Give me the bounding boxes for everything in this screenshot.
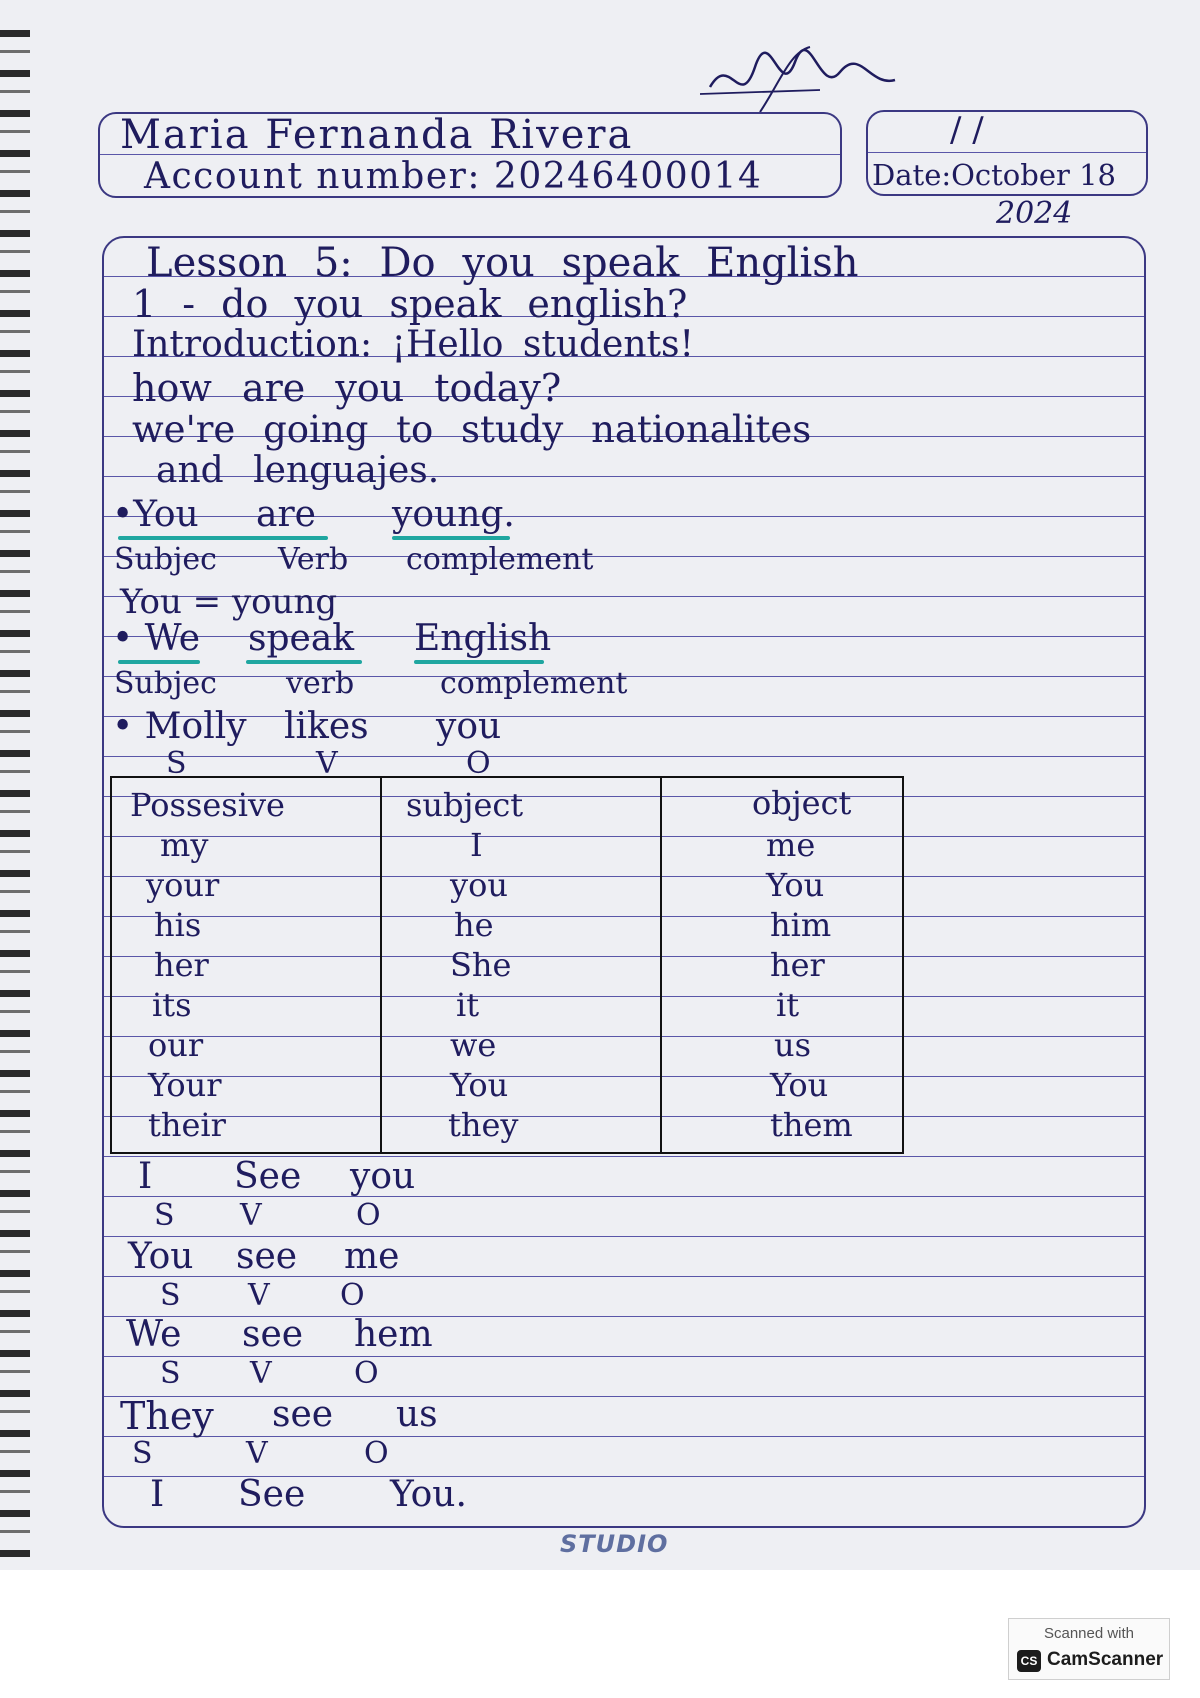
svo-label: V	[250, 1356, 272, 1391]
example-verb: likes	[284, 706, 369, 747]
table-cell: You	[766, 866, 825, 904]
label-complement: complement	[406, 542, 594, 577]
table-cell: him	[770, 906, 832, 944]
date-text: Date:October 18	[872, 158, 1116, 192]
sentence-subject: I	[138, 1156, 153, 1197]
svo-label: O	[364, 1436, 389, 1471]
sentence-verb: See	[238, 1474, 306, 1515]
ruled-line	[104, 756, 1144, 757]
table-cell: You	[450, 1066, 509, 1104]
table-cell: You	[770, 1066, 829, 1104]
table-cell: your	[146, 866, 220, 904]
label-complement: complement	[440, 666, 628, 701]
example-object: you	[436, 706, 502, 747]
scanned-with-text: Scanned with	[1043, 1625, 1135, 1642]
table-header: subject	[406, 786, 524, 824]
sentence-verb: see	[236, 1236, 298, 1277]
svo-label: V	[240, 1198, 262, 1233]
example-subject: • We	[112, 618, 201, 659]
sentence-subject: We	[126, 1314, 182, 1355]
label-verb: Verb	[278, 542, 349, 577]
camscanner-name: CamScanner	[1047, 1649, 1164, 1670]
ruled-line	[104, 1396, 1144, 1397]
sentence-verb: see	[272, 1394, 334, 1435]
example-complement: young.	[392, 494, 515, 535]
sentence-object: you	[350, 1156, 416, 1197]
svo-label: V	[248, 1278, 270, 1313]
table-cell: its	[152, 986, 192, 1024]
table-cell: we	[450, 1026, 497, 1064]
example-equation: You = young	[120, 582, 338, 622]
ruled-line	[104, 716, 1144, 717]
sentence-verb: see	[242, 1314, 304, 1355]
sentence-subject: You	[128, 1236, 194, 1277]
table-cell: his	[154, 906, 202, 944]
spiral-binding	[0, 30, 30, 1560]
ruled-line	[104, 556, 1144, 557]
lesson-title: Lesson 5: Do you speak English	[146, 240, 859, 286]
svo-label: S	[132, 1436, 153, 1471]
example-verb: speak	[248, 618, 355, 659]
table-cell: her	[770, 946, 825, 984]
table-cell: our	[148, 1026, 204, 1064]
note-line: how are you today?	[132, 366, 562, 410]
table-cell: my	[160, 826, 209, 864]
sentence-object: hem	[354, 1314, 433, 1355]
example-verb: are	[256, 494, 316, 535]
sentence-subject: They	[120, 1394, 214, 1438]
svo-label: S	[160, 1356, 181, 1391]
date-year: 2024	[996, 196, 1073, 231]
sentence-verb: See	[234, 1156, 302, 1197]
note-line: and lenguajes.	[156, 450, 440, 491]
signature	[700, 42, 900, 122]
sentence-object: me	[344, 1236, 400, 1277]
svo-label: S	[160, 1278, 181, 1313]
table-cell: us	[774, 1026, 812, 1064]
teal-underline	[118, 660, 200, 664]
svo-label: V	[246, 1436, 268, 1471]
teal-underline	[414, 660, 544, 664]
table-cell: it	[776, 986, 800, 1024]
table-header: object	[752, 784, 852, 822]
note-line: 1 - do you speak english?	[132, 282, 688, 326]
table-divider	[660, 778, 662, 1152]
label-subject: Subjec	[114, 666, 217, 701]
sentence-object: You.	[390, 1474, 467, 1515]
account-number: Account number: 20246400014	[144, 156, 763, 197]
table-cell: they	[448, 1106, 519, 1144]
date-slashes: / /	[950, 110, 984, 150]
table-divider	[380, 778, 382, 1152]
label-verb: verb	[286, 666, 355, 701]
table-cell: I	[470, 826, 483, 864]
table-header: Possesive	[130, 786, 285, 824]
teal-underline	[392, 536, 510, 540]
table-cell: he	[454, 906, 494, 944]
label-v: V	[316, 746, 338, 781]
table-cell: her	[154, 946, 209, 984]
svo-label: O	[356, 1198, 381, 1233]
svo-label: S	[154, 1198, 175, 1233]
table-cell: me	[766, 826, 816, 864]
camscanner-watermark	[1008, 1618, 1170, 1680]
label-s: S	[166, 746, 187, 781]
notebook-logo: STUDIO	[560, 1530, 669, 1558]
table-cell: their	[148, 1106, 226, 1144]
teal-underline	[118, 536, 328, 540]
student-name: Maria Fernanda Rivera	[120, 112, 634, 158]
note-line: Introduction: ¡Hello students!	[132, 324, 694, 365]
label-subject: Subjec	[114, 542, 217, 577]
label-o: O	[466, 746, 491, 781]
table-cell: Your	[148, 1066, 222, 1104]
table-cell: them	[770, 1106, 853, 1144]
teal-underline	[246, 660, 362, 664]
table-cell: it	[456, 986, 480, 1024]
table-cell: you	[450, 866, 508, 904]
svo-label: O	[354, 1356, 379, 1391]
sentence-object: us	[396, 1394, 438, 1435]
date-rule	[868, 152, 1146, 153]
example-subject: • Molly	[112, 706, 247, 747]
table-cell: She	[450, 946, 512, 984]
sentence-subject: I	[150, 1474, 165, 1515]
camscanner-logo-icon: CS	[1017, 1650, 1041, 1672]
example-subject: •You	[112, 494, 199, 535]
note-line: we're going to study nationalites	[132, 408, 812, 451]
example-complement: English	[414, 618, 552, 659]
svo-label: O	[340, 1278, 365, 1313]
